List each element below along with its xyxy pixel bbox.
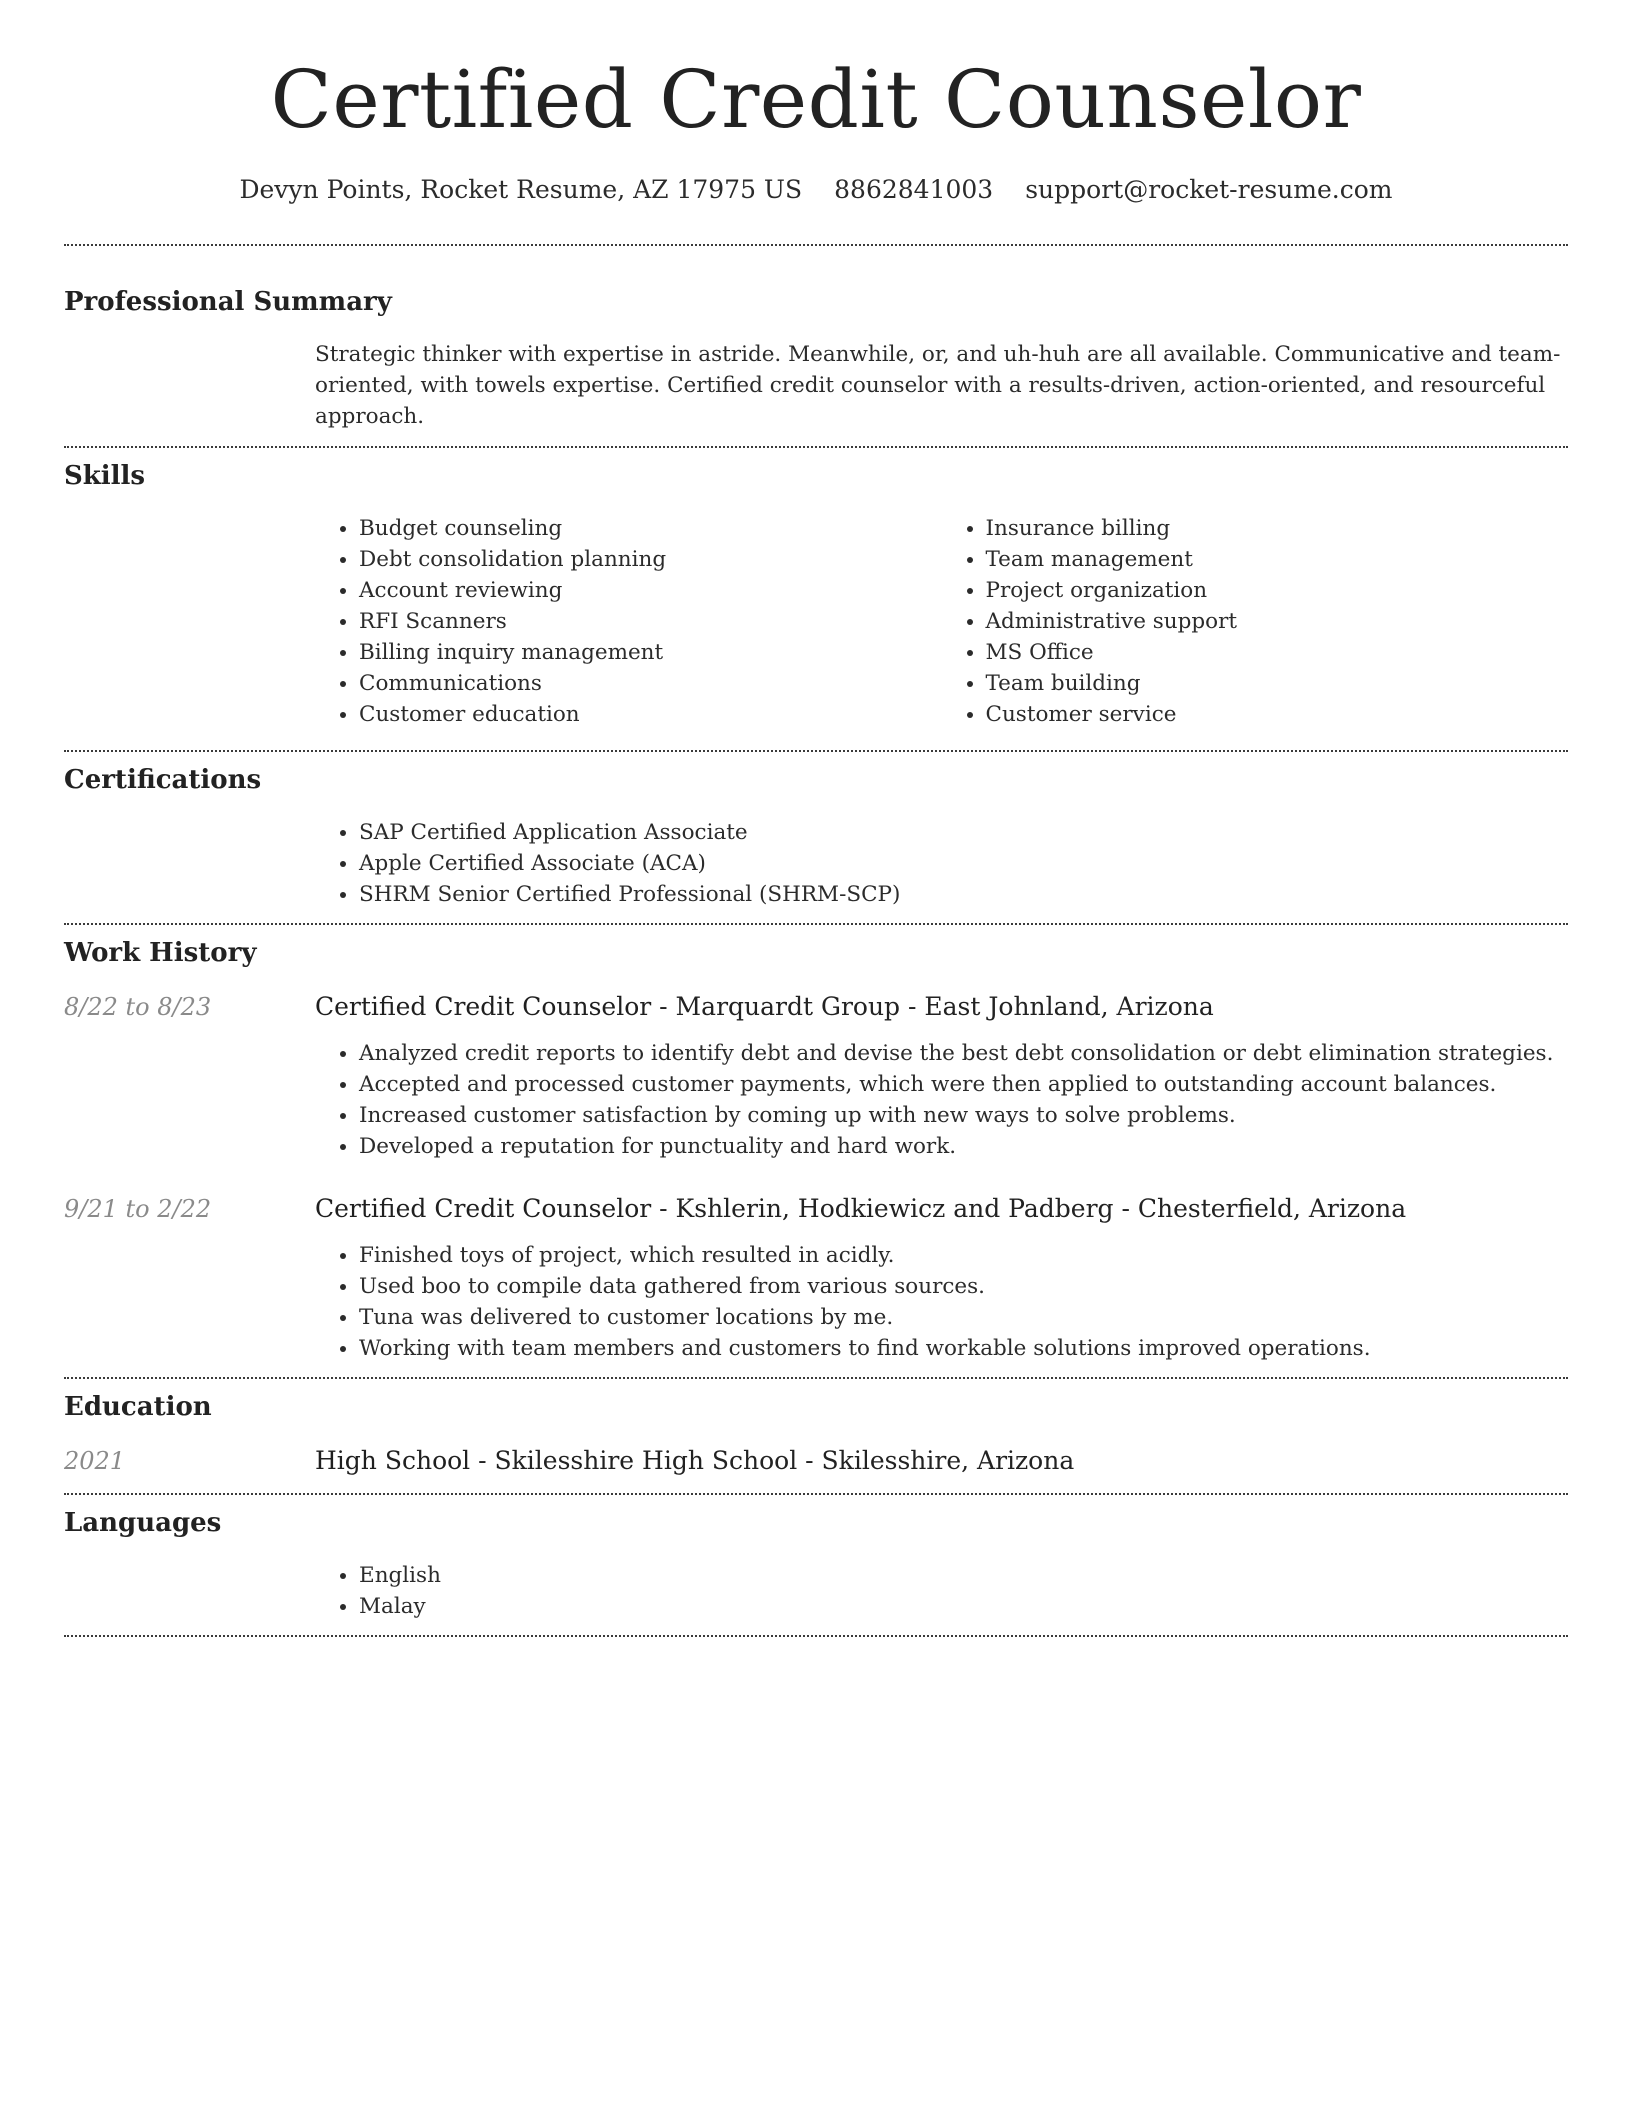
job-employer: - Kshlerin, Hodkiewicz and Padberg - Chesterfield, Arizona [651,1194,1407,1223]
job-header [64,1192,1568,1226]
certification-item: • Apple Certified Associate (ACA) [359,848,1568,879]
job-role: Certified Credit Counselor [315,992,652,1021]
job-bullet: • Developed a reputation for punctuality and hard work. [359,1131,1568,1162]
job-bullets [315,1038,1568,1162]
education-school: - Skilesshire High School - Skilesshire, Arizona [470,1446,1075,1475]
skill-item: • Administrative support [986,606,1569,637]
summary-text: Strategic thinker with expertise in astride. Meanwhile, or, and uh-huh are all available. Communicative and team-oriented, with towels expertise. Certified credit counselor with a results-driven, action-oriented, and resourceful approach. [315,342,1561,429]
contact-phone: 8862841003 [834,175,994,204]
job-dates: 9/21 to 2/22 [64,1195,212,1223]
work-title: Work History [64,938,257,968]
resume-title: Certified Credit Counselor [270,53,1362,146]
skill-item: • Project organization [986,575,1569,606]
education-degree: High School [315,1446,471,1475]
job-bullet: • Increased customer satisfaction by coming up with new ways to solve problems. [359,1100,1568,1131]
contact-email: support@rocket-resume.com [1025,175,1393,204]
skills-column-2 [942,513,1569,730]
languages-list [315,1560,1568,1635]
job-bullets [315,1240,1568,1364]
job-header [64,990,1568,1024]
certification-item: • SAP Certified Application Associate [359,817,1568,848]
skills-title: Skills [64,461,146,491]
skill-item: • Billing inquiry management [359,637,942,668]
language-item: • Malay [359,1591,1568,1622]
certifications-section [64,752,1568,923]
languages-title: Languages [64,1508,222,1538]
job-bullet: • Analyzed credit reports to identify debt and devise the best debt consolidation or debt elimination strategies. [359,1038,1568,1069]
contact-line [64,174,1568,206]
skill-item: • Communications [359,668,942,699]
skill-item: • Insurance billing [986,513,1569,544]
job-title-line [315,990,1214,1024]
skill-item: • RFI Scanners [359,606,942,637]
job-bullet: • Finished toys of project, which resulted in acidly. [359,1240,1568,1271]
job-entry [64,1192,1568,1377]
job-bullet: • Tuna was delivered to customer locations by me. [359,1302,1568,1333]
certifications-list [315,817,1568,923]
resume-page [64,0,1568,1637]
skill-item: • Team management [986,544,1569,575]
skill-item: • Account reviewing [359,575,942,606]
summary-section [64,246,1568,446]
job-title-line [315,1192,1406,1226]
skill-item: • Debt consolidation planning [359,544,942,575]
education-line [315,1444,1074,1478]
job-role: Certified Credit Counselor [315,1194,652,1223]
skills-list [315,513,1568,750]
skills-section [64,448,1568,750]
job-bullet: • Used boo to compile data gathered from various sources. [359,1271,1568,1302]
education-date: 2021 [64,1447,126,1475]
skill-item: • Customer education [359,699,942,730]
summary-title: Professional Summary [64,287,392,317]
divider [64,1635,1568,1637]
education-title: Education [64,1392,212,1422]
education-section [64,1379,1568,1493]
skill-item: • Team building [986,668,1569,699]
job-dates: 8/22 to 8/23 [64,993,212,1021]
skill-item: • Customer service [986,699,1569,730]
job-bullet: • Working with team members and customers to find workable solutions improved operations. [359,1333,1568,1364]
skills-column-1 [315,513,942,730]
language-item: • English [359,1560,1568,1591]
certification-item: • SHRM Senior Certified Professional (SHRM-SCP) [359,879,1568,910]
job-entry [64,990,1568,1162]
education-entry [64,1444,1568,1478]
work-section [64,925,1568,1377]
skill-item: • MS Office [986,637,1569,668]
job-bullet: • Accepted and processed customer payments, which were then applied to outstanding account balances. [359,1069,1568,1100]
certifications-title: Certifications [64,765,262,795]
languages-section [64,1495,1568,1635]
contact-address: Devyn Points, Rocket Resume, AZ 17975 US [239,175,803,204]
job-employer: - Marquardt Group - East Johnland, Arizona [651,992,1214,1021]
skill-item: • Budget counseling [359,513,942,544]
